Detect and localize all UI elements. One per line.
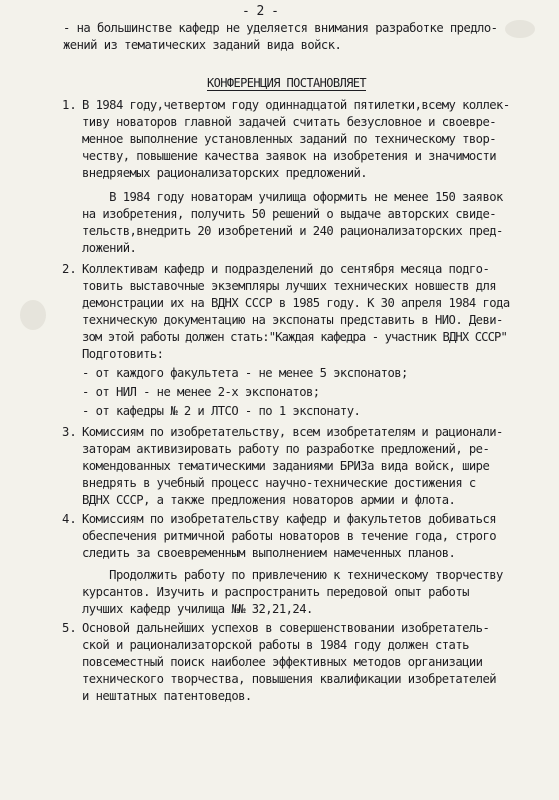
- item-number: 2.: [62, 262, 77, 276]
- text-line: ской и рационализаторской работы в 1984 году должен стать: [82, 638, 469, 652]
- text-line: тельств,внедрить 20 изобретений и 240 рационализаторских пред-: [82, 224, 503, 238]
- text-line: на изобретения, получить 50 решений о выдаче авторских свиде-: [82, 207, 497, 221]
- text-line: жений из тематических заданий вида войск.: [63, 38, 342, 52]
- paper-stain: [505, 20, 535, 38]
- text-line: ложений.: [82, 241, 137, 255]
- text-line: В 1984 году,четвертом году одиннадцатой пятилетки,всему коллек-: [82, 98, 510, 112]
- text-line: - от кафедры № 2 и ЛТСО - по 1 экспонату.: [82, 404, 361, 418]
- text-line: - от каждого факультета - не менее 5 экспонатов;: [82, 366, 408, 380]
- text-line: внедрять в учебный процесс научно-технические достижения с: [82, 476, 476, 490]
- paper-stain: [20, 300, 46, 330]
- text-line: технического творчества, повышения квалификации изобретателей: [82, 672, 497, 686]
- text-line: честву, повышение качества заявок на изобретения и значимости: [82, 149, 497, 163]
- text-line: Комиссиям по изобретательству, всем изобретателям и рационали-: [82, 425, 503, 439]
- text-line: лучших кафедр училища №№ 32,21,24.: [82, 602, 313, 616]
- text-line: курсантов. Изучить и распространить передовой опыт работы: [82, 585, 469, 599]
- item-number: 4.: [62, 512, 77, 526]
- text-line: техническую документацию на экспонаты представить в НИО. Деви-: [82, 313, 503, 327]
- item-number: 3.: [62, 425, 77, 439]
- item-number: 5.: [62, 621, 77, 635]
- text-line: зом этой работы должен стать:"Каждая кафедра - участник ВДНХ СССР": [82, 330, 507, 344]
- text-line: Основой дальнейших успехов в совершенствовании изобретатель-: [82, 621, 490, 635]
- text-line: следить за своевременным выполнением намеченных планов.: [82, 546, 456, 560]
- resolution-heading: КОНФЕРЕНЦИЯ ПОСТАНОВЛЯЕТ: [207, 76, 366, 90]
- text-line: обеспечения ритмичной работы новаторов в течение года, строго: [82, 529, 497, 543]
- page-number: - 2 -: [242, 4, 279, 19]
- text-line: тиву новаторов главной задачей считать безусловное и своевре-: [82, 115, 497, 129]
- text-line: демонстрации их на ВДНХ СССР в 1985 году. К 30 апреля 1984 года: [82, 296, 510, 310]
- text-line: повсеместный поиск наиболее эффективных методов организации: [82, 655, 483, 669]
- text-line: Продолжить работу по привлечению к техническому творчеству: [82, 568, 503, 582]
- text-line: В 1984 году новаторам училища оформить не менее 150 заявок: [82, 190, 503, 204]
- item-number: 1.: [62, 98, 77, 112]
- text-line: - от НИЛ - не менее 2-х экспонатов;: [82, 385, 320, 399]
- text-line: внедряемых рационализаторских предложений.: [82, 166, 368, 180]
- text-line: и нештатных патентоведов.: [82, 689, 252, 703]
- text-line: заторам активизировать работу по разработке предложений, ре-: [82, 442, 490, 456]
- text-line: ВДНХ СССР, а также предложения новаторов армии и флота.: [82, 493, 456, 507]
- text-line: товить выставочные экземпляры лучших технических новшеств для: [82, 279, 497, 293]
- text-line: менное выполнение установленных заданий по техническому твор-: [82, 132, 497, 146]
- text-line: - на большинстве кафедр не уделяется внимания разработке предло-: [63, 21, 498, 35]
- text-line: Коллективам кафедр и подразделений до сентября месяца подго-: [82, 262, 490, 276]
- text-line: Комиссиям по изобретательству кафедр и факультетов добиваться: [82, 512, 497, 526]
- text-line: Подготовить:: [82, 347, 164, 361]
- text-line: комендованных тематическими заданиями БРИЗа вида войск, шире: [82, 459, 490, 473]
